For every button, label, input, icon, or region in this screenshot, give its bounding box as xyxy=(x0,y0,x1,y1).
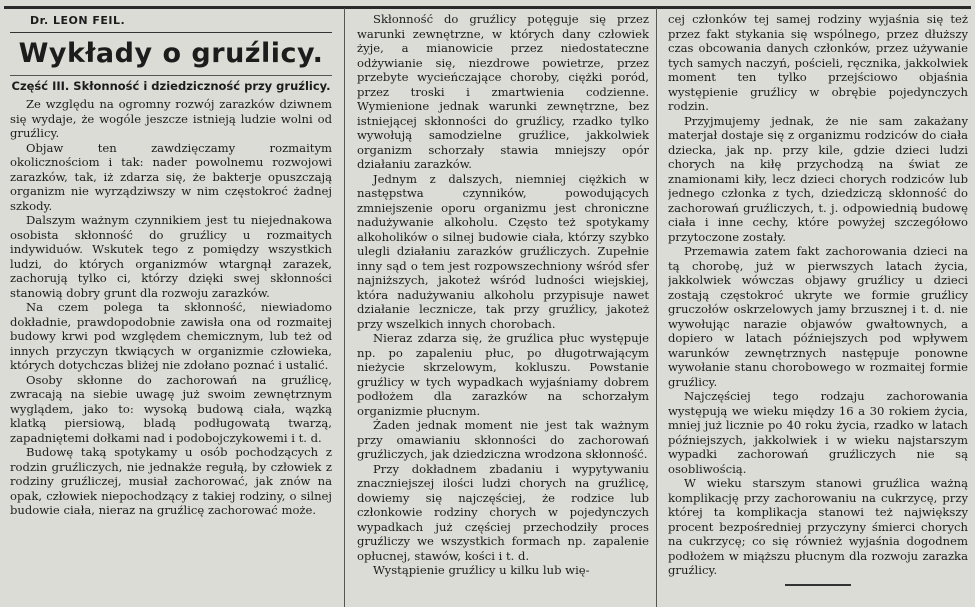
paragraph: Skłonność do gruźlicy potęguje się przez warunki zewnętrzne, w których dany człowiek żyje, a mianowicie przez niedostateczne odżywianie się, niezdrowe powietrze, przez przebyte wycieńczające choroby, ciężki poród, przez troski i zmartwienia codzienne. Wymienione jednak warunki zewnętrzne, bez istniejącej skłonności do gruźlicy, rzadko tylko wywołują samodzielne gruźlice, jakkolwiek organizm schorzały stawia mniejszy opór działaniu zarazków. xyxy=(357,12,649,171)
column-3 xyxy=(668,12,968,603)
column-2 xyxy=(357,12,649,603)
end-rule xyxy=(785,584,851,586)
paragraph: Jednym z dalszych, niemniej ciężkich w następstwa czynników, powodujących zmniejszenie oporu organizmu jest chroniczne nadużywanie alkoholu. Często też spotykamy alkoholików o silnej budowie ciała, którzy szybko ulegli działaniu zarazków gruźliczych. Zupełnie inny sąd o tem jest rozpowszechniony wśród sfer najniższych, jakoteż wśród ludności wiejskiej, która nadużywaniu alkoholu przypisuje nawet działanie lecznicze, tak przy gruźlicy, jakoteż przy wszelkich innych chorobach. xyxy=(357,171,649,331)
paragraph: W wieku starszym stanowi gruźlica ważną komplikację przy zachorowaniu na cukrzycę, przy której ta komplikacja stanowi też największy procent bezpośredniej przyczyny śmierci chorych na cukrzycę; co się również wyjaśnia dogodnem podłożem w miąższu płucnym dla rozwoju zarazka gruźlicy. xyxy=(668,476,968,577)
article-subtitle: Część III. Skłonność i dziedziczność przy gruźlicy. xyxy=(10,75,332,94)
column-separator xyxy=(656,8,657,607)
paragraph: Budowę taką spotykamy u osób pochodzących z rodzin gruźliczych, nie jednakże regułą, by człowiek z rodziny gruźliczej, musiał zachorować, jak znów na opak, człowiek niepochodzący z takiej rodziny, o silnej budowie ciała, nieraz na gruźlicę zachorować może. xyxy=(10,445,332,517)
paragraph: Na czem polega ta skłonność, niewiadomo dokładnie, prawdopodobnie zawisła ona od rozmaitej budowy krwi pod względem chemicznym, lub też od innych przyczyn tkwiących w organizmie człowieka, których dotychczas bliżej nie zdołano poznać i ustalić. xyxy=(10,300,332,372)
top-rule xyxy=(4,6,971,9)
paragraph: Osoby skłonne do zachorowań na gruźlicę, zwracają na siebie uwagę już swoim zewnętrznym wyglądem, jako to: wysoką budową ciała, wązką klatką piersiową, bladą podługowatą twarzą, zapadniętemi dołkami nad i podobojczykowemi i t. d. xyxy=(10,372,332,445)
paragraph: Objaw ten zawdzięczamy rozmaitym okolicznościom i tak: nader powolnemu rozwojowi zarazków, tak, iż zdarza się, że bakterje opuszczają organizm nie wyrządziwszy w nim częstokroć żadnej szkody. xyxy=(10,140,332,213)
paragraph: Dalszym ważnym czynnikiem jest tu niejednakowa osobista skłonność do gruźlicy u rozmaitych indywiduów. Wskutek tego z pomiędzy wszystkich ludzi, do których organizmów wtargnął zarazek, zachorują tylko ci, którzy dzięki swej skłonności stanowią dobry grunt dla rozwoju zarazków. xyxy=(10,213,332,300)
article-title: Wykłady o gruźlicy. xyxy=(18,37,324,69)
paragraph: Ze względu na ogromny rozwój zarazków dziwnem się wydaje, że wogóle jeszcze istnieją ludzie wolni od gruźlicy. xyxy=(10,97,332,140)
column-separator xyxy=(344,8,345,607)
paragraph: Przemawia zatem fakt zachorowania dzieci na tą chorobę, już w pierwszych latach życia, jakkolwiek wówczas objawy gruźlicy u dzieci zostają częstokroć ukryte we formie gruźlicy gruczołów oskrzelowych jamy brzusznej i t. d. nie wywołując narazie objawów gwałtownych, a dopiero w latach późniejszych pod wpływem warunków zewnętrznych następuje ponowne wywołanie stanu chorobowego w rozmaitej formie gruźlicy. xyxy=(668,244,968,389)
paragraph: Najczęściej tego rodzaju zachorowania występują we wieku między 16 a 30 rokiem życia, mniej już licznie po 40 roku życia, rzadko w latach późniejszych, jakkolwiek i w wieku najstarszym wypadki zachorowań gruźliczych nie są osobliwością. xyxy=(668,389,968,476)
paragraph: Wystąpienie gruźlicy u kilku lub wię- xyxy=(373,563,590,577)
paragraph: Przyjmujemy jednak, że nie sam zakażany materjał dostaje się z organizmu rodziców do ciała dziecka, jak np. przy kile, gdzie dzieci ludzi chorych na kiłę przychodzą na świat ze znamionami kiły, lecz dzieci chorych rodziców lub jednego członka z tych, dziedziczą skłonność do zachorowań gruźliczych, t. j. odpowiednią budowę ciała i inne cechy, które powyżej szczegółowo przytoczone zostały. xyxy=(668,113,968,244)
paragraph: cej członków tej samej rodziny wyjaśnia się też przez fakt stykania się wspólnego, przez dłuższy czas obcowania danych członków, przez używanie tych samych naczyń, pościeli, ręcznika, jakkolwiek moment ten tylko przejściowo objaśnia występienie gruźlicy w obrębie pojedynczych rodzin. xyxy=(668,12,968,113)
article-author: Dr. LEON FEIL. xyxy=(10,12,332,33)
paragraph: Przy dokładnem zbadaniu i wypytywaniu znaczniejszej ilości ludzi chorych na gruźlicę, dowiemy się najczęściej, że rodzice lub członkowie rodziny chorych w pojedynczych wypadkach już częściej przechodziły proces gruźliczy we wszystkich formach np. zapalenie opłucnej, stawów, kości i t. d. xyxy=(357,461,649,563)
paragraph: Żaden jednak moment nie jest tak ważnym przy omawianiu skłonności do zachorowań gruźliczych, jak dziedziczna wrodzona skłonność. xyxy=(357,418,649,461)
column-1 xyxy=(10,12,332,603)
paragraph: Nieraz zdarza się, że gruźlica płuc występuje np. po zapaleniu płuc, po długotrwającym nieżycie skrzelowym, kokluszu. Powstanie gruźlicy w tych wypadkach wyjaśniamy dobrem podłożem dla zarazków na schorzałym organizmie płucnym. xyxy=(357,331,649,418)
